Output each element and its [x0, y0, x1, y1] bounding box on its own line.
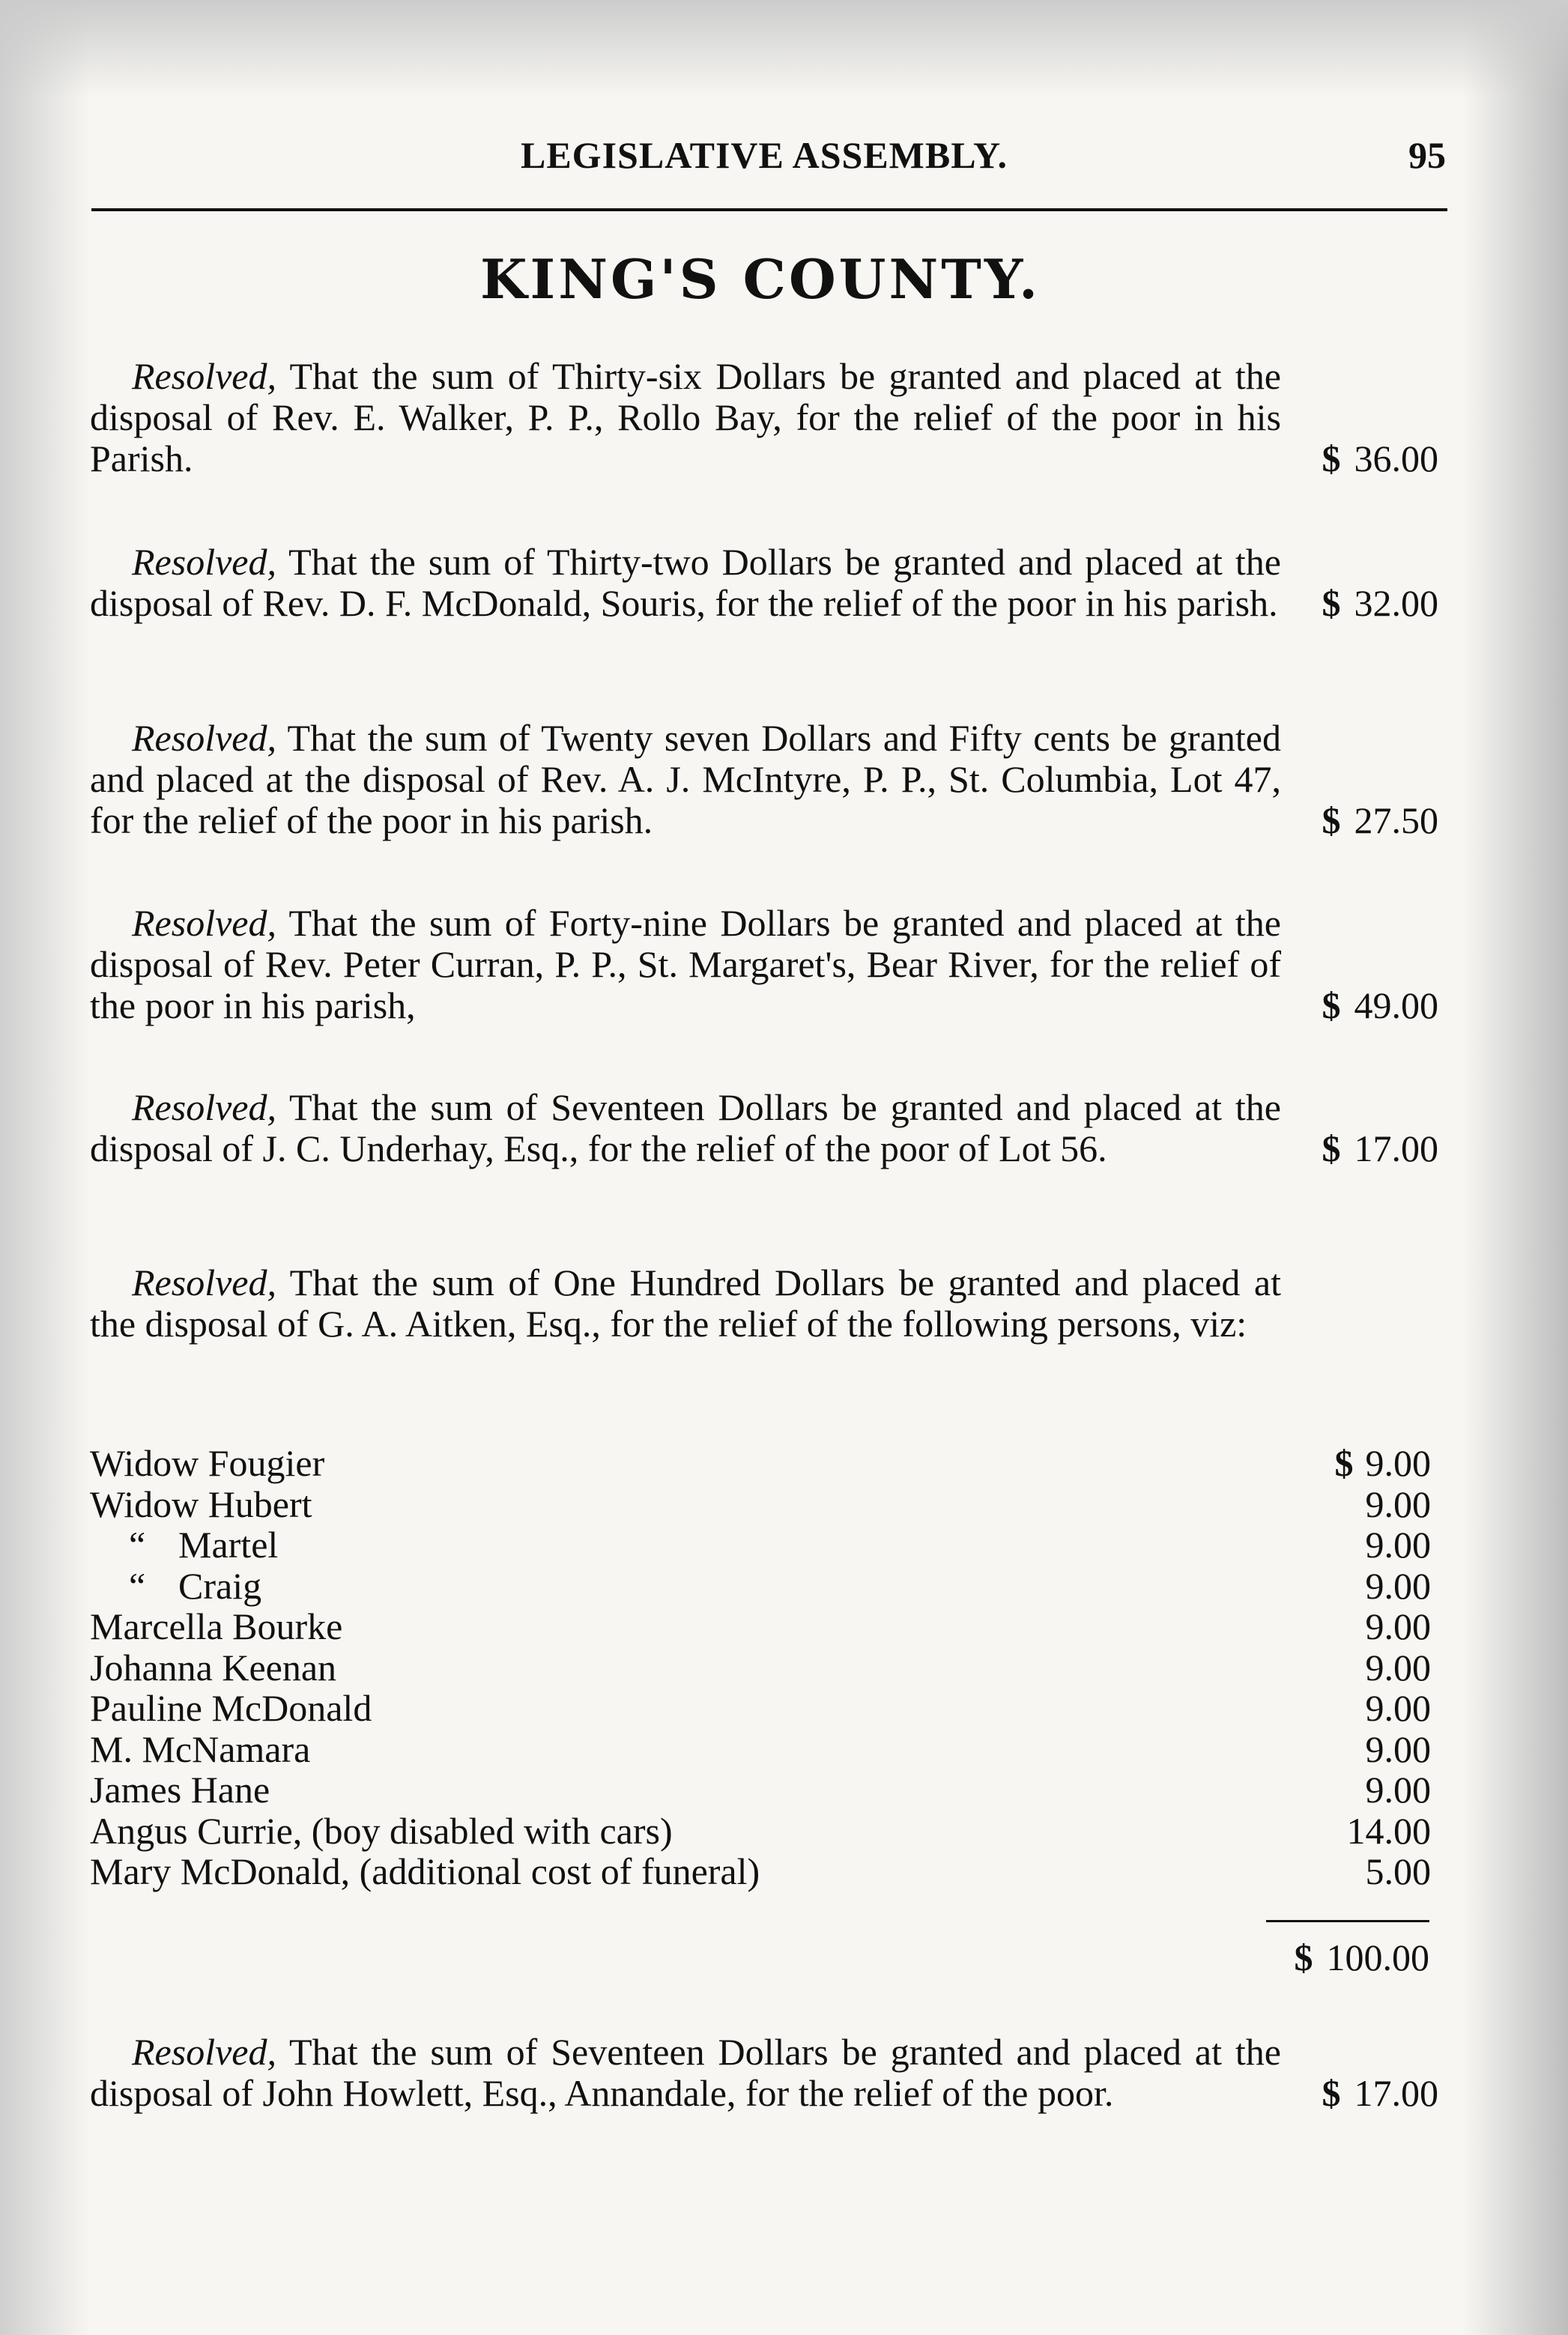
resolution-text — [90, 903, 1281, 1026]
currency-symbol: $ — [1334, 1442, 1354, 1484]
amount-value: 17.00 — [1354, 1127, 1438, 1169]
person-name: Marcella Bourke — [90, 1605, 343, 1647]
resolution-text — [90, 2032, 1281, 2114]
resolution-lead: Resolved, — [132, 1262, 276, 1303]
person-amount — [1366, 1566, 1432, 1607]
person-amount — [1335, 1443, 1432, 1484]
amount-value: 9.00 — [1365, 1564, 1431, 1607]
list-item — [90, 1443, 1431, 1484]
person-name: Widow Hubert — [90, 1483, 312, 1525]
resolution-amount — [1322, 438, 1439, 479]
resolution-lead: Resolved, — [132, 1086, 276, 1128]
amount-value: 9.00 — [1365, 1687, 1431, 1729]
list-item — [90, 1524, 1431, 1566]
resolution-lead: Resolved, — [132, 541, 276, 583]
person-amount — [1347, 1811, 1432, 1852]
total-rule — [1266, 1920, 1429, 1922]
amount-value: 17.00 — [1354, 2072, 1438, 2114]
list-item — [90, 1811, 1431, 1852]
person-name-ditto — [129, 1524, 278, 1566]
person-amount — [1366, 1524, 1432, 1566]
list-item — [90, 1769, 1431, 1811]
amount-value: 9.00 — [1365, 1646, 1431, 1689]
resolution-lead: Resolved, — [132, 2031, 276, 2073]
list-item — [90, 1606, 1431, 1647]
resolution-body: That the sum of Seventeen Dollars be granted and placed at the disposal of J. C. Underhay, Esq., for the relief of the poor of Lot 56. — [90, 1086, 1281, 1169]
resolution-text — [90, 542, 1281, 624]
scan-shadow-right — [1463, 0, 1568, 2335]
resolution-lead: Resolved, — [132, 355, 276, 397]
currency-symbol: $ — [1322, 1127, 1341, 1169]
persons-total — [1295, 1937, 1430, 1978]
list-item — [90, 1484, 1431, 1525]
resolution-5 — [90, 1087, 1446, 1169]
amount-value: 9.00 — [1365, 1442, 1431, 1484]
currency-symbol: $ — [1322, 2072, 1341, 2114]
person-name: M. McNamara — [90, 1727, 311, 1770]
amount-value: 14.00 — [1346, 1809, 1431, 1852]
list-item — [90, 1729, 1431, 1770]
resolution-1 — [90, 356, 1446, 479]
person-name: Mary McDonald, (additional cost of funeral) — [90, 1850, 760, 1892]
resolution-amount — [1322, 985, 1439, 1026]
resolution-6 — [90, 1262, 1446, 1345]
amount-value: 36.00 — [1354, 437, 1438, 479]
currency-symbol: $ — [1322, 984, 1341, 1026]
resolution-3 — [90, 718, 1446, 841]
list-item — [90, 1566, 1431, 1607]
person-amount — [1366, 1606, 1432, 1647]
resolution-text — [90, 1087, 1281, 1169]
resolution-body: That the sum of One Hundred Dollars be granted and placed at the disposal of G. A. Aitken, Esq., for the relief of the following persons, viz: — [90, 1262, 1281, 1345]
resolution-lead: Resolved, — [132, 717, 276, 759]
person-amount — [1366, 1647, 1432, 1689]
page-number: 95 — [1408, 134, 1446, 176]
resolution-body: That the sum of Thirty-two Dollars be granted and placed at the disposal of Rev. D. F. McDonald, Souris, for the relief of the poor in his parish. — [90, 541, 1281, 624]
resolution-2 — [90, 542, 1446, 624]
amount-value: 9.00 — [1365, 1605, 1431, 1647]
amount-value: 27.50 — [1354, 799, 1438, 841]
person-amount — [1366, 1729, 1432, 1770]
list-item — [90, 1647, 1431, 1689]
person-name: James Hane — [90, 1769, 270, 1811]
list-item — [90, 1688, 1431, 1729]
resolution-amount — [1322, 583, 1439, 624]
person-name: Widow Fougier — [90, 1442, 325, 1484]
amount-value: 9.00 — [1365, 1524, 1431, 1566]
running-header — [90, 133, 1446, 186]
person-name-ditto — [129, 1566, 261, 1607]
amount-value: 32.00 — [1354, 582, 1438, 624]
resolution-lead: Resolved, — [132, 902, 276, 944]
resolution-text — [90, 1262, 1281, 1345]
ditto-mark: “ — [129, 1564, 146, 1607]
person-amount — [1366, 1769, 1432, 1811]
list-item — [90, 1851, 1431, 1892]
amount-value: 5.00 — [1365, 1850, 1431, 1892]
running-title: LEGISLATIVE ASSEMBLY. — [520, 134, 1008, 176]
currency-symbol: $ — [1322, 437, 1341, 479]
resolution-amount — [1322, 1128, 1439, 1169]
person-name: Johanna Keenan — [90, 1646, 337, 1689]
resolution-amount — [1322, 800, 1439, 841]
resolution-4 — [90, 903, 1446, 1026]
total-amount: 100.00 — [1326, 1936, 1429, 1978]
currency-symbol: $ — [1322, 582, 1341, 624]
resolution-amount — [1322, 2073, 1439, 2114]
amount-value: 9.00 — [1365, 1483, 1431, 1525]
amount-value: 9.00 — [1365, 1769, 1431, 1811]
resolution-body: That the sum of Forty-nine Dollars be granted and placed at the disposal of Rev. Peter Curran, P. P., St. Margaret's, Bear River, for the relief of the poor in his parish, — [90, 902, 1281, 1026]
resolution-text — [90, 356, 1281, 479]
resolution-7 — [90, 2032, 1446, 2114]
scan-shadow-left — [0, 0, 90, 2335]
amount-value: 49.00 — [1354, 984, 1438, 1026]
scan-shadow-top — [0, 0, 1568, 97]
person-amount — [1366, 1851, 1432, 1892]
resolution-body: That the sum of Thirty-six Dollars be granted and placed at the disposal of Rev. E. Walker, P. P., Rollo Bay, for the relief of the poor in his Parish. — [90, 355, 1281, 479]
person-name: Craig — [178, 1564, 262, 1607]
resolution-text — [90, 718, 1281, 841]
ditto-mark: “ — [129, 1524, 146, 1566]
resolution-body: That the sum of Twenty seven Dollars and Fifty cents be granted and placed at the disposal of Rev. A. J. McIntyre, P. P., St. Columbia, Lot 47, for the relief of the poor in his parish. — [90, 717, 1281, 841]
resolution-body: That the sum of Seventeen Dollars be granted and placed at the disposal of John Howlett, Esq., Annandale, for the relief of the poor. — [90, 2031, 1281, 2114]
person-amount — [1366, 1484, 1432, 1525]
persons-list — [90, 1443, 1431, 1892]
person-name: Angus Currie, (boy disabled with cars) — [90, 1809, 673, 1852]
person-name: Pauline McDonald — [90, 1687, 372, 1729]
header-rule — [91, 208, 1447, 211]
currency-symbol: $ — [1322, 799, 1341, 841]
section-title: KING'S COUNTY. — [479, 247, 1041, 311]
person-amount — [1366, 1688, 1432, 1729]
amount-value: 9.00 — [1365, 1727, 1431, 1770]
person-name: Martel — [178, 1524, 279, 1566]
currency-symbol: $ — [1294, 1936, 1313, 1978]
